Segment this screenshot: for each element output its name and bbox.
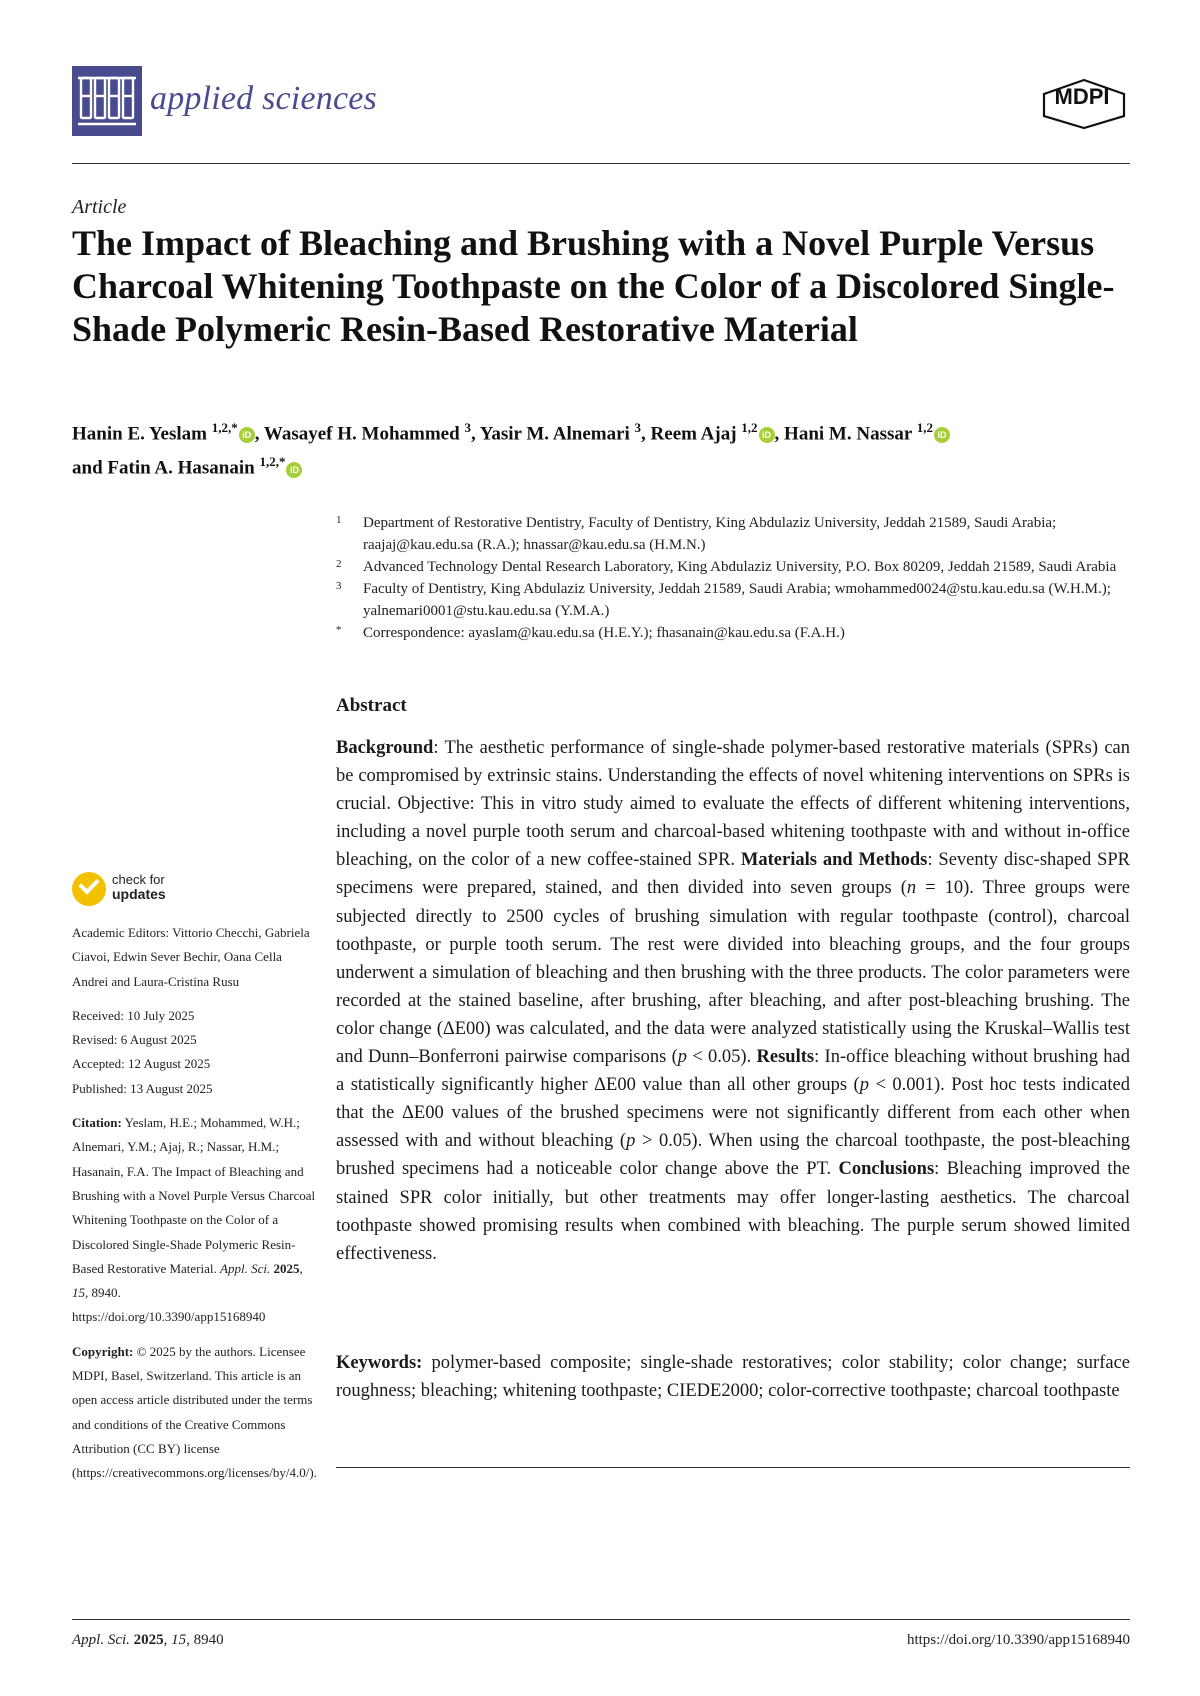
- abstract-symbol-p: p: [626, 1131, 636, 1152]
- affiliation-number: 3: [336, 580, 342, 592]
- affiliation-item: [336, 512, 1136, 556]
- affiliation-item: [336, 556, 1136, 578]
- affiliation-number: 2: [336, 558, 342, 570]
- keywords-label: Keywords:: [336, 1353, 423, 1373]
- author-affiliation-marker: 1,2: [741, 420, 758, 435]
- citation-journal: Appl. Sci.: [220, 1260, 271, 1276]
- author-name: Hani M. Nassar: [784, 423, 912, 445]
- copyright-text: © 2025 by the authors. Licensee MDPI, Basel, Switzerland. This article is an open access article distributed under the terms and conditions of the Creative Commons Attribution (CC BY) license (https://creativecommons.org/licenses/by/4.0/).: [72, 1343, 317, 1481]
- abstract-methods-label: Materials and Methods: [740, 850, 928, 871]
- orcid-icon[interactable]: iD: [759, 427, 775, 443]
- article-type: Article: [72, 196, 127, 218]
- article-sidebar: [72, 921, 316, 1486]
- journal-logo-icon: [72, 66, 142, 136]
- author-name: Fatin A. Hasanain: [107, 457, 255, 479]
- orcid-icon[interactable]: iD: [239, 427, 255, 443]
- author-affiliation-marker: 1,2,*: [259, 454, 286, 470]
- citation-year: 2025: [273, 1260, 300, 1276]
- affiliation-text: Faculty of Dentistry, King Abdulaziz University, Jeddah 21589, Saudi Arabia; wmohammed0024@stu.kau.edu.sa (W.H.M.); yalnemari0001@stu.kau.edu.sa (Y.M.A.): [363, 581, 1111, 619]
- footer-citation: Appl. Sci. 2025, 15, 8940: [72, 1632, 224, 1648]
- abstract-results-text: > 0.05). When using the charcoal toothpaste, the post-bleaching brushed specimens had a noticeable color change above the PT.: [336, 1131, 1131, 1180]
- abstract-results-text: : In-office bleaching without brushing had a statistically significantly higher ΔE00 value than all other groups (: [336, 1047, 1130, 1096]
- check-for-updates-badge[interactable]: [72, 870, 182, 912]
- affiliation-number: 1: [336, 514, 342, 526]
- abstract-heading: Abstract: [336, 695, 407, 716]
- date-accepted: Accepted: 12 August 2025: [72, 1056, 211, 1072]
- date-revised: Revised: 6 August 2025: [72, 1032, 197, 1048]
- abstract-conclusions-text: : Bleaching improved the stained SPR color initially, but other treatments may offer longer-lasting aesthetics. The charcoal toothpaste showed promising results when combined with bleaching. The purple serum showed limited effectiveness.: [336, 1159, 1130, 1264]
- abstract-results-text: < 0.001). Post hoc tests indicated that the ΔE00 values of the brushed specimens were not significantly different from each other when assessed with and without bleaching (: [336, 1075, 1130, 1152]
- abstract-symbol-n: n: [906, 878, 917, 899]
- author-affiliation-marker: 3: [464, 420, 471, 435]
- copyright: [72, 1340, 316, 1486]
- author-affiliation-marker: 1,2: [916, 420, 933, 435]
- abstract-methods-text: = 10). Three groups were subjected directly to 2500 cycles of brushing simulation with regular toothpaste (control), charcoal toothpaste, or purple tooth serum. The rest were divided into bleaching groups, and the four groups underwent a simulation of bleaching and then brushing with the three products. The color parameters were recorded at the stained baseline, after brushing, after bleaching, and after post-bleaching brushing. The color change (ΔE00) was calculated, and the data were analyzed statistically using the Kruskal–Wallis test and Dunn–Bonferroni pairwise comparisons (: [336, 878, 1130, 1068]
- publisher-name: MDPI: [1054, 84, 1110, 109]
- citation-text: Yeslam, H.E.; Mohammed, W.H.; Alnemari, Y.M.; Ajaj, R.; Nassar, H.M.; Hasanain, F.A. The Impact of Bleaching and Brushing with a Novel Purple Versus Charcoal Whitening Toothpaste on the Color of a Discolored Single-Shade Polymeric Resin-Based Restorative Material.: [72, 1115, 316, 1276]
- abstract-background-label: Background: [336, 738, 434, 758]
- orcid-icon[interactable]: iD: [286, 462, 302, 478]
- footer-year: 2025: [133, 1632, 164, 1648]
- correspondence-text: Correspondence: ayaslam@kau.edu.sa (H.E.Y.); fhasanain@kau.edu.sa (F.A.H.): [363, 625, 845, 641]
- citation-label: Citation:: [72, 1115, 122, 1131]
- academic-editors: Academic Editors: Vittorio Checchi, Gabriela Ciavoi, Edwin Sever Bechir, Oana Cella Andrei and Laura-Cristina Rusu: [72, 925, 310, 989]
- author-name: Reem Ajaj: [650, 423, 737, 445]
- footer-article-number: , 8940: [186, 1632, 224, 1648]
- abstract-conclusions-label: Conclusions: [838, 1159, 935, 1180]
- date-received: Received: 10 July 2025: [72, 1007, 195, 1023]
- date-published: Published: 13 August 2025: [72, 1080, 213, 1096]
- correspondence: [336, 622, 1136, 644]
- publisher-logo: [1040, 78, 1130, 130]
- abstract-symbol-p: p: [677, 1047, 688, 1068]
- journal-name: applied sciences: [150, 80, 377, 117]
- affiliation-item: [336, 578, 1136, 622]
- citation: Citation: Yeslam, H.E.; Mohammed, W.H.; Alnemari, Y.M.; Ajaj, R.; Nassar, H.M.; Hasanain, F.A. The Impact of Bleaching and Brushing with a Novel Purple Versus Charcoal Whitening Toothpaste on the Color of a Discolored Single-Shade Polymeric Resin-Based Restorative Material. Appl. Sci. 2025, 15, 8940. https://doi.org/10.3390/app15168940: [72, 1115, 316, 1325]
- author-affiliation-marker: 1,2,*: [211, 420, 238, 435]
- affiliations: [336, 512, 1136, 644]
- author-name: Hanin E. Yeslam: [72, 423, 207, 445]
- footer-divider: [72, 1619, 1130, 1620]
- author-affiliation-marker: 3: [634, 420, 642, 435]
- check-updates-line1: check for: [112, 872, 165, 887]
- author-name: Yasir M. Alnemari: [479, 423, 630, 445]
- citation-volume: 15: [72, 1285, 85, 1301]
- footer-doi-link[interactable]: https://doi.org/10.3390/app15168940: [906, 1632, 1130, 1648]
- copyright-label: Copyright:: [72, 1343, 134, 1359]
- abstract-divider: [336, 1467, 1130, 1468]
- check-updates-line2: updates: [112, 886, 166, 902]
- footer-volume: 15: [171, 1632, 187, 1648]
- abstract-symbol-p: p: [859, 1075, 869, 1096]
- abstract-methods-text: : Seventy disc-shaped SPR specimens were prepared, stained, and then divided into seven groups (: [336, 850, 1130, 899]
- author-connector: and: [72, 457, 103, 479]
- affiliation-text: Department of Restorative Dentistry, Faculty of Dentistry, King Abdulaziz University, Jeddah 21589, Saudi Arabia; raajaj@kau.edu.sa (R.A.); hnassar@kau.edu.sa (H.M.N.): [363, 515, 1057, 553]
- abstract-methods-text: < 0.05).: [687, 1047, 757, 1068]
- check-updates-icon: [72, 872, 106, 906]
- author-name: Wasayef H. Mohammed: [263, 423, 460, 445]
- affiliation-text: Advanced Technology Dental Research Laboratory, King Abdulaziz University, P.O. Box 80209, Jeddah 21589, Saudi Arabia: [363, 559, 1117, 575]
- abstract-background-text: : The aesthetic performance of single-shade polymer-based restorative materials (SPRs) can be compromised by extrinsic stains. Understanding the effects of novel whitening interventions on SPRs is crucial. Objective: This in vitro study aimed to evaluate the effects of different whitening interventions, including a novel purple tooth serum and charcoal-based whitening toothpaste with and without in-office bleaching, on the color of a new coffee-stained SPR.: [336, 738, 1130, 871]
- abstract-body: [336, 734, 1130, 1268]
- abstract-results-label: Results: [756, 1047, 815, 1068]
- orcid-icon[interactable]: iD: [934, 427, 950, 443]
- keywords: [336, 1349, 1130, 1405]
- header-divider: [72, 163, 1130, 164]
- keywords-text: polymer-based composite; single-shade restoratives; color stability; color change; surface roughness; bleaching; whitening toothpaste; CIEDE2000; color-corrective toothpaste; charcoal toothpaste: [336, 1353, 1130, 1402]
- article-title: The Impact of Bleaching and Brushing with a Novel Purple Versus Charcoal Whitening Toothpaste on the Color of a Discolored Single-Shade Polymeric Resin-Based Restorative Material: [72, 223, 1115, 349]
- footer-journal: Appl. Sci.: [72, 1632, 130, 1648]
- citation-doi[interactable]: , 8940. https://doi.org/10.3390/app15168940: [72, 1285, 266, 1325]
- correspondence-marker: *: [336, 624, 342, 636]
- author-list: Hanin E. Yeslam $^{1,2,*}$iD , Wasayef H. Mohammed $^3$, Yasir M. Alnemari $^3$, Reem Ajaj $^{1,2}$iD , Hani M. Nassar $^{1,2}$iD and Fatin A. Hasanain $^{1,2,*}$iD: [72, 414, 1132, 483]
